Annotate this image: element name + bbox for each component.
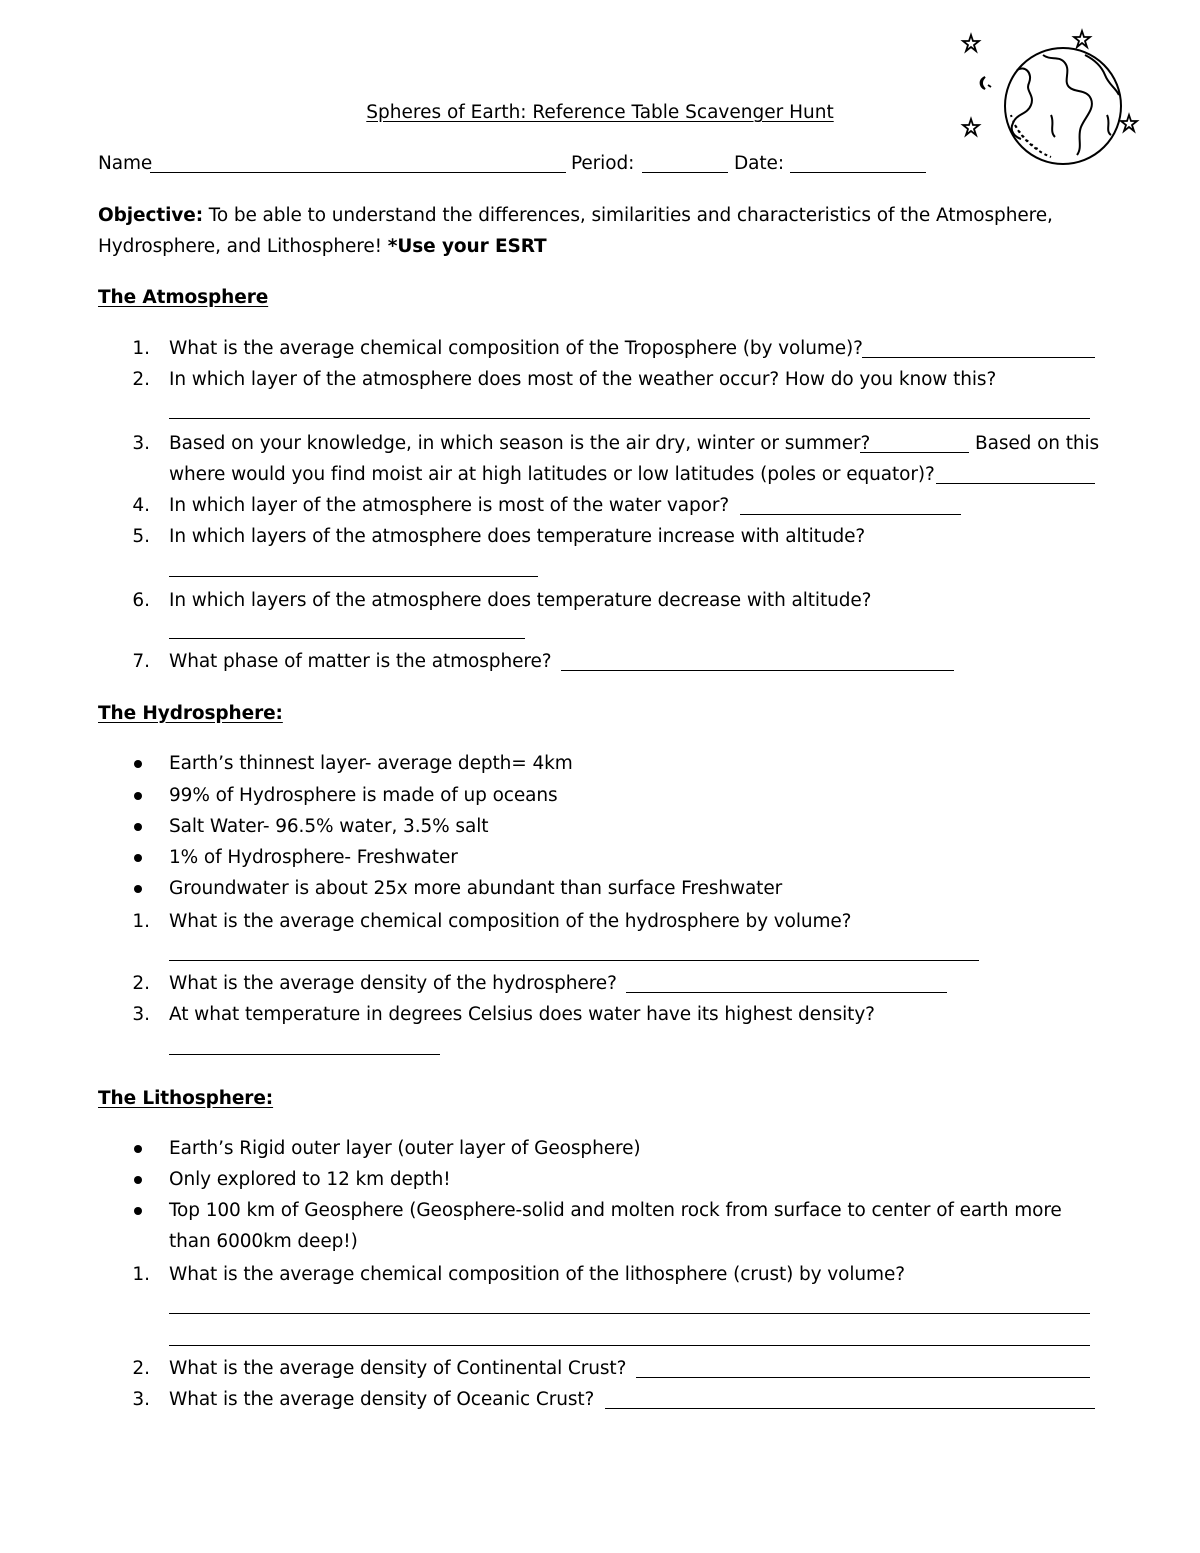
- answer-field[interactable]: [169, 1054, 440, 1055]
- bullet-dot: [134, 854, 142, 862]
- hydrosphere-fact: Earth’s thinnest layer- average depth= 4km: [169, 753, 573, 774]
- hydrosphere-question-2: What is the average density of the hydrosphere?: [169, 973, 617, 994]
- hydrosphere-fact: Salt Water- 96.5% water, 3.5% salt: [169, 816, 489, 837]
- answer-field[interactable]: [169, 1345, 1090, 1346]
- question-number: 5.: [132, 526, 150, 547]
- answer-field[interactable]: [605, 1408, 1095, 1409]
- bullet-dot: [134, 792, 142, 800]
- question-number: 6.: [132, 590, 150, 611]
- hydrosphere-question-3: At what temperature in degrees Celsius does water have its highest density?: [169, 1004, 875, 1025]
- earth-stars-icon: [955, 25, 1145, 165]
- question-number: 1.: [132, 1264, 150, 1285]
- lithosphere-fact: Earth’s Rigid outer layer (outer layer of Geosphere): [169, 1138, 641, 1159]
- atmosphere-question-7: What phase of matter is the atmosphere?: [169, 651, 552, 672]
- question-number: 1.: [132, 911, 150, 932]
- bullet-dot: [134, 1176, 142, 1184]
- lithosphere-question-2: What is the average density of Continental Crust?: [169, 1358, 627, 1379]
- atmosphere-question-1: What is the average chemical composition of the Troposphere (by volume)?: [169, 338, 863, 359]
- atmosphere-question-4: In which layer of the atmosphere is most of the water vapor?: [169, 495, 730, 516]
- name-field[interactable]: [150, 172, 566, 173]
- bullet-dot: [134, 1145, 142, 1153]
- lithosphere-question-3: What is the average density of Oceanic Crust?: [169, 1389, 595, 1410]
- atmosphere-question-3: Based on your knowledge, in which season is the air dry, winter or summer?: [169, 433, 871, 454]
- objective-line-1: [98, 204, 1053, 228]
- answer-field[interactable]: [862, 357, 1095, 358]
- question-number: 3.: [132, 1389, 150, 1410]
- question-number: 1.: [132, 338, 150, 359]
- objective-note: *Use your ESRT: [387, 236, 547, 257]
- lithosphere-fact-continued: than 6000km deep!): [169, 1231, 358, 1252]
- objective-line-2: [98, 235, 547, 259]
- answer-field[interactable]: [169, 576, 538, 577]
- lithosphere-fact: Only explored to 12 km depth!: [169, 1169, 451, 1190]
- hydrosphere-fact: 99% of Hydrosphere is made of up oceans: [169, 785, 558, 806]
- atmosphere-question-5: In which layers of the atmosphere does temperature increase with altitude?: [169, 526, 866, 547]
- answer-field[interactable]: [936, 483, 1095, 484]
- hydrosphere-fact: 1% of Hydrosphere- Freshwater: [169, 847, 458, 868]
- atmosphere-question-6: In which layers of the atmosphere does temperature decrease with altitude?: [169, 590, 872, 611]
- question-number: 2.: [132, 973, 150, 994]
- lithosphere-fact: Top 100 km of Geosphere (Geosphere-solid and molten rock from surface to center of earth more: [169, 1200, 1062, 1221]
- atmosphere-question-3c: where would you find moist air at high latitudes or low latitudes (poles or equator)?: [169, 464, 935, 485]
- atmosphere-question-3b: Based on this: [975, 433, 1100, 454]
- question-number: 3.: [132, 1004, 150, 1025]
- answer-field[interactable]: [636, 1377, 1090, 1378]
- bullet-dot: [134, 1207, 142, 1215]
- hydrosphere-question-1: What is the average chemical composition of the hydrosphere by volume?: [169, 911, 852, 932]
- answer-field[interactable]: [169, 960, 979, 961]
- objective-text: To be able to understand the differences, similarities and characteristics of the Atmosphere,: [208, 205, 1053, 226]
- answer-field[interactable]: [561, 670, 954, 671]
- bullet-dot: [134, 885, 142, 893]
- date-label: Date:: [734, 153, 784, 174]
- objective-text-2: Hydrosphere, and Lithosphere!: [98, 236, 388, 257]
- date-field[interactable]: [790, 172, 926, 173]
- answer-field[interactable]: [626, 992, 947, 993]
- atmosphere-heading: The Atmosphere: [98, 287, 269, 308]
- objective-label: Objective:: [98, 205, 204, 226]
- period-label: Period:: [571, 153, 635, 174]
- question-number: 2.: [132, 369, 150, 390]
- question-number: 2.: [132, 1358, 150, 1379]
- answer-field[interactable]: [740, 514, 961, 515]
- period-field[interactable]: [642, 172, 728, 173]
- answer-field[interactable]: [169, 638, 525, 639]
- page-title: Spheres of Earth: Reference Table Scavenger Hunt: [366, 102, 834, 123]
- bullet-dot: [134, 823, 142, 831]
- question-number: 4.: [132, 495, 150, 516]
- bullet-dot: [134, 760, 142, 768]
- hydrosphere-fact: Groundwater is about 25x more abundant than surface Freshwater: [169, 878, 783, 899]
- name-label: Name: [98, 153, 153, 174]
- question-number: 7.: [132, 651, 150, 672]
- hydrosphere-heading: The Hydrosphere:: [98, 703, 283, 724]
- question-number: 3.: [132, 433, 150, 454]
- lithosphere-heading: The Lithosphere:: [98, 1088, 274, 1109]
- answer-field[interactable]: [860, 452, 969, 453]
- answer-field[interactable]: [169, 418, 1090, 419]
- lithosphere-question-1: What is the average chemical composition of the lithosphere (crust) by volume?: [169, 1264, 905, 1285]
- atmosphere-question-2: In which layer of the atmosphere does most of the weather occur? How do you know this?: [169, 369, 997, 390]
- answer-field[interactable]: [169, 1313, 1090, 1314]
